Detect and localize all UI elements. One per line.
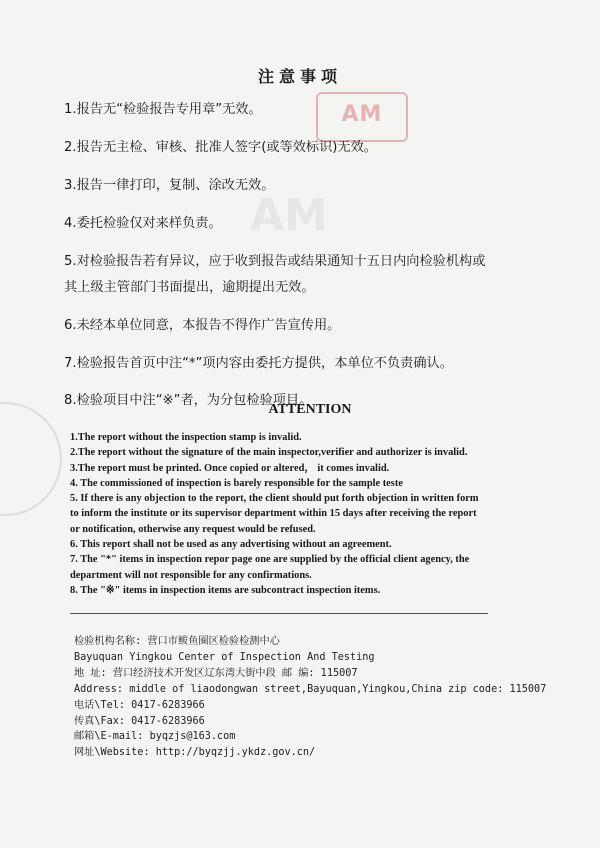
notice-item-2: 2.报告无主检、审核、批准人签字(或等效标识)无效。: [64, 140, 377, 155]
notice-item-8: 8.检验项目中注“※”者，为分包检验项目。: [64, 393, 313, 408]
notice-item-7: 7.检验报告首页中注“*”项内容由委托方提供，本单位不负责确认。: [64, 356, 453, 371]
fax: 传真\Fax: 0417-6283966: [74, 715, 205, 727]
attention-item-6: 6. This report shall not be used as any advertising without an agreement.: [70, 539, 392, 551]
attention-item-7-line-2: department will not responsible for any confirmations.: [70, 569, 312, 581]
notice-item-3: 3.报告一律打印，复制、涂改无效。: [64, 178, 275, 193]
attention-item-5-line-2: to inform the institute or its supervisor department within 15 days after receiving the report: [70, 508, 477, 520]
address-english: Address: middle of liaodongwan street,Bayuquan,Yingkou,China zip code: 115007: [74, 683, 547, 695]
attention-item-4: 4. The commissioned of inspection is barely responsible for the sample teste: [70, 477, 403, 489]
bleed-through-mark: AM: [250, 190, 328, 241]
attention-title: ATTENTION: [268, 402, 352, 417]
attention-item-7: 7. The "*" items in inspection repor page one are supplied by the official client agency, the: [70, 554, 470, 566]
notice-item-4: 4.委托检验仅对来样负责。: [64, 216, 222, 231]
notice-item-6: 6.未经本单位同意，本报告不得作广告宣传用。: [64, 318, 341, 333]
telephone: 电话\Tel: 0417-6283966: [74, 699, 205, 711]
website: 网址\Website: http://byqzjj.ykdz.gov.cn/: [74, 747, 316, 759]
attention-item-5: 5. If there is any objection to the report, the client should put forth objection in written form: [70, 493, 479, 505]
faded-seal-mark: [0, 402, 62, 516]
notice-title-chinese: 注意事项: [257, 67, 342, 86]
stamp-text: AM: [341, 102, 383, 127]
email: 邮箱\E-mail: byqzjs@163.com: [74, 731, 236, 743]
notice-item-5-continued: 其上级主管部门书面提出，逾期提出无效。: [64, 280, 315, 295]
address-chinese: 地 址: 营口经济技术开发区辽东湾大街中段 邮 编: 115007: [74, 667, 358, 679]
notice-list-chinese: [64, 102, 584, 409]
divider-line: [70, 613, 488, 614]
notice-item-5: 5.对检验报告若有异议，应于收到报告或结果通知十五日内向检验机构或: [64, 254, 486, 269]
notice-item-1: 1.报告无“检验报告专用章”无效。: [64, 102, 262, 117]
attention-item-3: 3.The report must be printed. Once copied or altered， it comes invalid.: [70, 462, 390, 474]
attention-item-5-line-3: or notification, otherwise any request would be refused.: [70, 523, 316, 535]
attention-item-2: 2.The report without the signature of the main inspector,verifier and authorizer is invalid.: [70, 447, 468, 459]
attention-list-english: [70, 430, 560, 598]
institution-contact-block: [74, 634, 574, 761]
institution-name-chinese: 检验机构名称: 营口市鲅鱼圈区检验检测中心: [74, 636, 280, 647]
institution-name-english: Bayuquan Yingkou Center of Inspection And Testing: [74, 651, 375, 663]
attention-item-1: 1.The report without the inspection stamp is invalid.: [70, 432, 302, 443]
attention-item-8: 8. The "※" items in inspection items are subcontract inspection items.: [70, 584, 381, 596]
